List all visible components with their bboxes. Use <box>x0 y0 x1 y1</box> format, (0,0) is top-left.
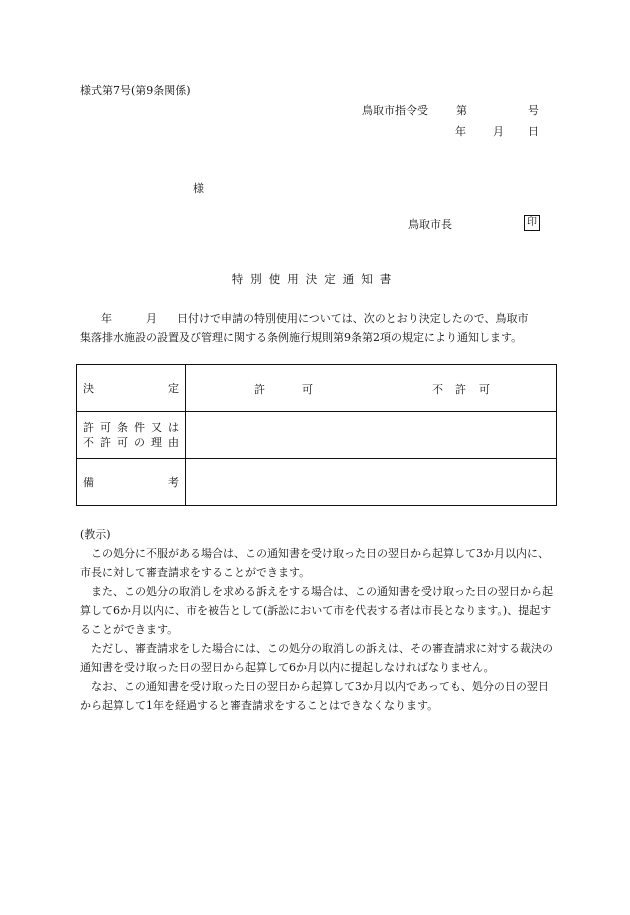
receipt-prefix: 鳥取市指令受 <box>362 104 428 117</box>
receipt-number <box>362 104 542 118</box>
intro-line1: 日付けで申請の特別使用については、次のとおり決定したので、鳥取市 <box>177 312 529 325</box>
form-number: 様式第7号(第9条関係) <box>80 84 191 97</box>
notes-paragraph: ただし、審査請求をした場合には、この処分の取消しの訴えは、その審査請求に対する裁決の通知書を受け取った日の翌日から起算して6か月以内に提起しなければなりません。 <box>80 642 553 674</box>
notes-paragraph: この処分に不服がある場合は、この通知書を受け取った日の翌日から起算して3か月以内に、市長に対して審査請求をすることができます。 <box>80 547 549 579</box>
addressee-suffix: 様 <box>193 182 204 195</box>
receipt-go: 号 <box>528 104 539 117</box>
receipt-dai: 第 <box>456 104 467 117</box>
conditions-value-cell <box>186 412 557 459</box>
option-deny-char: 許 <box>455 382 466 396</box>
issue-date <box>455 125 545 139</box>
option-permit-char: 可 <box>302 382 313 396</box>
option-deny-char: 可 <box>479 382 490 396</box>
date-month: 月 <box>493 125 504 138</box>
option-deny-char: 不 <box>432 382 443 396</box>
remarks-value-cell <box>186 459 557 506</box>
intro-year: 年 <box>101 312 112 325</box>
document-title: 特別使用決定通知書 <box>231 272 399 286</box>
intro-month: 月 <box>146 312 157 325</box>
intro-line2: 集落排水施設の設置及び管理に関する条例施行規則第9条第2項の規定により通知します。 <box>80 331 523 344</box>
intro-paragraph <box>80 309 558 347</box>
date-day: 日 <box>528 125 539 138</box>
conditions-label-cell <box>77 412 186 459</box>
notes-paragraph: また、この処分の取消しを求める訴えをする場合は、この通知書を受け取った日の翌日から起算して6か月以内に、市を被告として(訴訟において市を代表する者は市長となります。)、提起することができます。 <box>80 585 553 636</box>
decision-table <box>76 364 557 506</box>
table-row <box>77 412 557 459</box>
decision-options-cell <box>186 365 557 412</box>
decision-label-cell <box>77 365 186 412</box>
seal-mark: 印 <box>524 215 540 231</box>
remarks-label-char: 考 <box>168 476 179 489</box>
notes-paragraph: なお、この通知書を受け取った日の翌日から起算して3か月以内であっても、処分の日の翌日から起算して1年を経過すると審査請求をすることはできなくなります。 <box>80 680 549 712</box>
date-year: 年 <box>455 125 466 138</box>
remarks-label-char: 備 <box>83 476 94 489</box>
decision-label-char: 定 <box>168 382 179 395</box>
remarks-label-cell <box>77 459 186 506</box>
instruction-notes <box>80 525 558 715</box>
notes-heading: (教示) <box>80 528 111 541</box>
table-row <box>77 365 557 412</box>
conditions-label-line2: 不 許 可 の 理 由 <box>83 436 179 449</box>
decision-label-char: 決 <box>83 382 94 395</box>
table-row <box>77 459 557 506</box>
option-permit-char: 許 <box>254 382 265 396</box>
issuer-name: 鳥取市長 <box>408 218 452 231</box>
conditions-label-line1: 許 可 条 件 又 は <box>83 421 179 434</box>
